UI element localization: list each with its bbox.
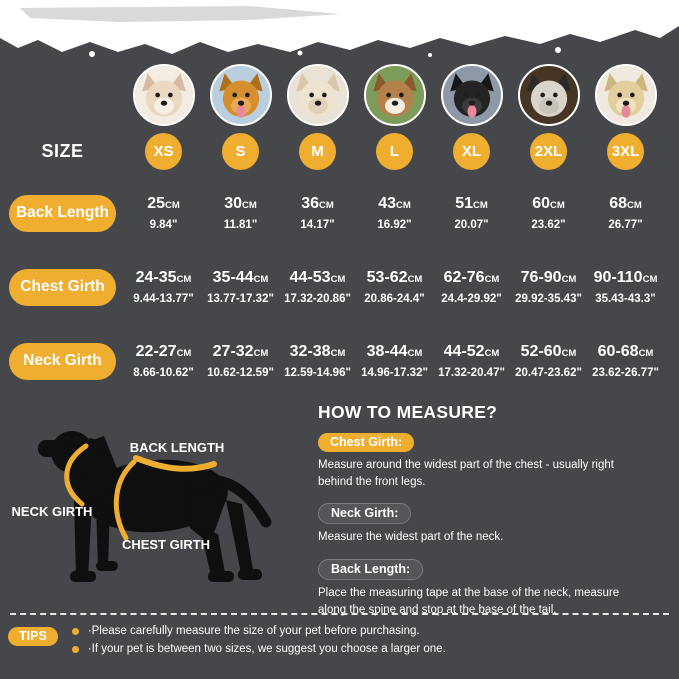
chest-inch-value: 35.43-43.3"	[595, 293, 656, 305]
neck-cell-xl	[438, 343, 505, 379]
tip-line-1	[72, 643, 446, 655]
how-to-item-2	[318, 559, 672, 618]
back-cm-value: 60CM	[532, 195, 565, 212]
chest-cell-xs	[133, 269, 193, 305]
size-badge-m: M	[299, 133, 336, 170]
size-column-title: SIZE	[41, 140, 84, 161]
cm-unit-label: CM	[330, 348, 346, 359]
tip-line-0	[72, 625, 446, 637]
chihuahua-photo	[133, 64, 195, 126]
back-inch-value: 26.77"	[608, 219, 643, 231]
cm-unit-label: CM	[319, 200, 334, 211]
tips-pill: TIPS	[8, 627, 58, 646]
neck-girth-row	[0, 324, 679, 398]
diagram-chest-girth-label: CHEST GIRTH	[121, 537, 211, 552]
back-cell-xs	[147, 195, 180, 231]
neck-cell-xs	[133, 343, 193, 379]
neck-inch-value: 12.59-14.96"	[284, 367, 351, 379]
torn-paper-edge	[0, 0, 679, 70]
back-inch-value: 11.81"	[223, 219, 258, 231]
cm-unit-label: CM	[473, 200, 488, 211]
chest-cell-2xl	[515, 269, 582, 305]
cm-unit-label: CM	[242, 200, 257, 211]
how-to-item-0	[318, 433, 672, 490]
french-bulldog-photo	[287, 64, 349, 126]
pitbull-photo	[518, 64, 580, 126]
back-cm-value: 25CM	[147, 195, 180, 212]
cm-unit-label: CM	[561, 274, 577, 285]
back-cell-xl	[454, 195, 488, 231]
back-inch-value: 14.17"	[300, 219, 335, 231]
chest-cm-value: 90-110CM	[593, 269, 658, 286]
chest-inch-value: 29.92-35.43"	[515, 293, 582, 305]
chest-cm-value: 53-62CM	[366, 269, 423, 286]
diagram-back-length-label: BACK LENGTH	[129, 440, 225, 455]
neck-cm-value: 60-68CM	[597, 343, 654, 360]
chest-cell-xl	[441, 269, 501, 305]
cm-unit-label: CM	[253, 274, 269, 285]
chest-cm-value: 62-76CM	[443, 269, 500, 286]
how-to-item-1	[318, 503, 672, 546]
back-length-row	[0, 176, 679, 250]
how-to-measure-title: HOW TO MEASURE?	[318, 402, 498, 422]
back-cm-value: 30CM	[224, 195, 257, 212]
dog-photos-row	[0, 62, 679, 128]
cm-unit-label: CM	[396, 200, 411, 211]
neck-inch-value: 23.62-26.77"	[592, 367, 659, 379]
neck-cell-l	[361, 343, 428, 379]
cm-unit-label: CM	[407, 274, 423, 285]
back-inch-value: 23.62"	[531, 219, 566, 231]
cm-unit-label: CM	[561, 348, 577, 359]
size-badge-xs: XS	[145, 133, 182, 170]
diagram-neck-girth-label: NECK GIRTH	[11, 504, 93, 519]
how-to-item-pill: Chest Girth:	[318, 433, 414, 452]
neck-cm-value: 38-44CM	[366, 343, 423, 360]
pomeranian-photo	[210, 64, 272, 126]
chest-cell-s	[207, 269, 274, 305]
cm-unit-label: CM	[642, 274, 658, 285]
neck-girth-pill: Neck Girth	[9, 343, 116, 380]
neck-inch-value: 10.62-12.59"	[207, 367, 274, 379]
cm-unit-label: CM	[627, 200, 642, 211]
how-to-item-pill: Back Length:	[318, 559, 423, 580]
back-length-pill: Back Length	[9, 195, 116, 232]
beagle-photo	[364, 64, 426, 126]
labrador-photo	[595, 64, 657, 126]
back-cell-2xl	[531, 195, 565, 231]
chest-cm-value: 76-90CM	[520, 269, 577, 286]
cm-unit-label: CM	[550, 200, 565, 211]
size-badge-s: S	[222, 133, 259, 170]
cm-unit-label: CM	[176, 274, 192, 285]
cm-unit-label: CM	[330, 274, 346, 285]
neck-cm-value: 22-27CM	[135, 343, 192, 360]
chest-cm-value: 44-53CM	[289, 269, 346, 286]
size-badge-3xl: 3XL	[607, 133, 644, 170]
border-collie-photo	[441, 64, 503, 126]
neck-inch-value: 8.66-10.62"	[133, 367, 194, 379]
back-cell-l	[377, 195, 411, 231]
chest-cell-m	[284, 269, 351, 305]
neck-cell-s	[207, 343, 274, 379]
cm-unit-label: CM	[165, 200, 180, 211]
how-to-item-text: Measure around the widest part of the chest - usually right behind the front legs.	[318, 459, 614, 488]
bullet-dot-icon	[72, 646, 79, 653]
cm-unit-label: CM	[253, 348, 269, 359]
tip-text: ·If your pet is between two sizes, we suggest you choose a larger one.	[87, 643, 446, 655]
neck-cm-value: 27-32CM	[212, 343, 269, 360]
tips-section	[8, 625, 671, 655]
cm-unit-label: CM	[638, 348, 654, 359]
neck-inch-value: 20.47-23.62"	[515, 367, 582, 379]
how-to-item-pill: Neck Girth:	[318, 503, 411, 524]
chest-inch-value: 17.32-20.86"	[284, 293, 351, 305]
size-badge-xl: XL	[453, 133, 490, 170]
back-cm-value: 51CM	[455, 195, 488, 212]
chest-girth-pill: Chest Girth	[9, 269, 116, 306]
neck-cell-m	[284, 343, 351, 379]
bullet-dot-icon	[72, 628, 79, 635]
chest-cm-value: 35-44CM	[212, 269, 269, 286]
size-badge-2xl: 2XL	[530, 133, 567, 170]
back-cm-value: 43CM	[378, 195, 411, 212]
back-inch-value: 16.92"	[377, 219, 412, 231]
neck-cm-value: 44-52CM	[443, 343, 500, 360]
back-cm-value: 68CM	[609, 195, 642, 212]
back-inch-value: 20.07"	[454, 219, 489, 231]
back-inch-value: 9.84"	[149, 219, 178, 231]
tip-text: ·Please carefully measure the size of your pet before purchasing.	[87, 625, 420, 637]
cm-unit-label: CM	[176, 348, 192, 359]
how-to-item-text: Measure the widest part of the neck.	[318, 531, 504, 544]
chest-cm-value: 24-35CM	[135, 269, 192, 286]
back-cell-s	[224, 195, 258, 231]
neck-inch-value: 17.32-20.47"	[438, 367, 505, 379]
cm-unit-label: CM	[484, 274, 500, 285]
chest-cell-l	[364, 269, 424, 305]
dog-measuring-diagram	[4, 408, 312, 608]
size-badges-row	[0, 130, 679, 172]
back-cell-m	[300, 195, 334, 231]
chest-inch-value: 24.4-29.92"	[441, 293, 502, 305]
chest-inch-value: 9.44-13.77"	[133, 293, 194, 305]
size-badge-l: L	[376, 133, 413, 170]
chest-inch-value: 13.77-17.32"	[207, 293, 274, 305]
back-cm-value: 36CM	[301, 195, 334, 212]
chest-girth-row	[0, 250, 679, 324]
cm-unit-label: CM	[484, 348, 500, 359]
dashed-separator	[10, 613, 669, 615]
chest-inch-value: 20.86-24.4"	[364, 293, 425, 305]
neck-cell-2xl	[515, 343, 582, 379]
neck-cell-3xl	[592, 343, 659, 379]
how-to-item-text: Place the measuring tape at the base of the neck, measure along the spine and stop at the base of the tail.	[318, 587, 620, 616]
back-cell-3xl	[608, 195, 642, 231]
how-to-measure-section	[318, 402, 672, 631]
neck-inch-value: 14.96-17.32"	[361, 367, 428, 379]
chest-cell-3xl	[594, 269, 658, 305]
cm-unit-label: CM	[407, 348, 423, 359]
neck-cm-value: 52-60CM	[520, 343, 577, 360]
neck-cm-value: 32-38CM	[289, 343, 346, 360]
